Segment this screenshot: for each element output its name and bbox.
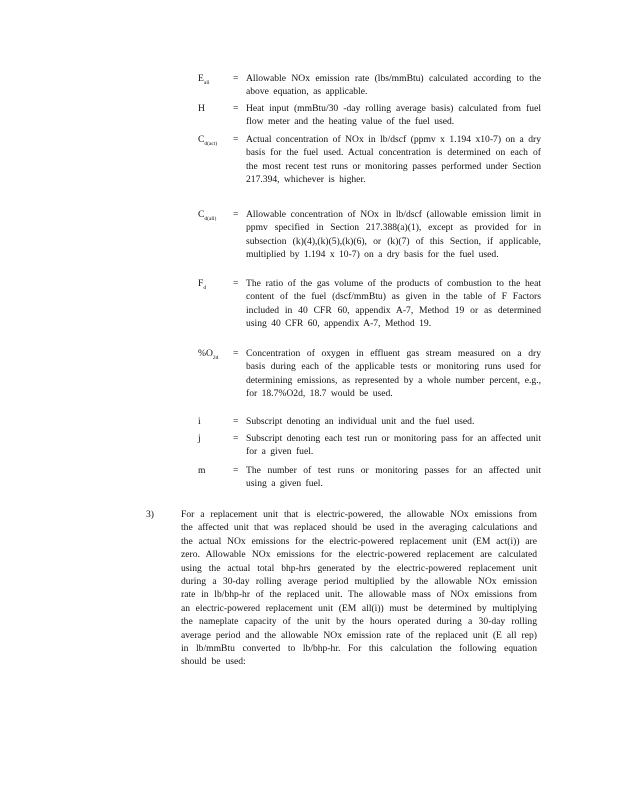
definition-text: Subscript denoting an individual unit and the fuel used.: [246, 416, 475, 427]
definition-symbol: $F_d$: [198, 278, 207, 291]
equals-sign: =: [233, 465, 239, 476]
definition-text: Heat input (mmBtu/30 -day rolling average basis) calculated from fuel flow meter and the heating value of the fuel used.: [246, 103, 541, 128]
definition-symbol: $\%O_{2d}$: [198, 348, 219, 361]
definition-text: Subscript denoting each test run or monitoring pass for an affected unit for a given fuel.: [246, 433, 541, 458]
definition-symbol: $C_{d(all)}$: [198, 209, 217, 222]
equals-sign: =: [233, 209, 239, 220]
equals-sign: =: [233, 416, 239, 427]
definition-symbol: $C_{d(act)}$: [198, 134, 218, 147]
definition-symbol: i: [198, 416, 201, 427]
definition-text: The number of test runs or monitoring passes for an affected unit using a given fuel.: [246, 465, 541, 490]
definition-symbol: $E_{all}$: [198, 73, 210, 86]
definition-text: Allowable NOx emission rate (lbs/mmBtu) calculated according to the above equation, as applicable.: [246, 73, 541, 98]
equals-sign: =: [233, 134, 239, 145]
item-number: 3): [146, 509, 154, 520]
equals-sign: =: [233, 278, 239, 289]
definition-text: Actual concentration of NOx in lb/dscf (ppmv x 1.194 x10-7) on a dry basis for the fuel used. Actual concentration is determined on each of the most recent test runs or monitoring passes performed under Section 217.394, whichever is higher.: [246, 134, 541, 186]
item-text: For a replacement unit that is electric-powered, the allowable NOx emissions from the affected unit that was replaced should be used in the averaging calculations and the actual NOx emissions for the electric-powered replacement unit (EM act(i)) are zero. Allowable NOx emissions for the electric-powered replacement are calculated using the actual total bhp-hrs generated by the electric-powered replacement unit during a 30-day rolling average period multiplied by the allowable NOx emission rate in lb/bhp-hr of the replaced unit. The allowable mass of NOx emissions from an electric-powered replacement unit (EM all(i)) must be determined by multiplying the nameplate capacity of the unit by the hours operated during a 30-day rolling average period and the allowable NOx emission rate of the replaced unit (E all rep) in lb/mmBtu converted to lb/bhp-hr. For this calculation the following equation should be used:: [181, 509, 537, 668]
definition-symbol: j: [198, 433, 201, 444]
definition-text: Concentration of oxygen in effluent gas stream measured on a dry basis during each of the applicable tests or monitoring runs used for determining emissions, as represented by a whole number percent, e.g., for 18.7%O2d, 18.7 would be used.: [246, 348, 541, 400]
equals-sign: =: [233, 103, 239, 114]
equals-sign: =: [233, 433, 239, 444]
definition-text: Allowable concentration of NOx in lb/dscf (allowable emission limit in ppmv specified in Section 217.388(a)(1), except as provided for in subsection (k)(4),(k)(5),(k)(6), or (k)(7) of this Section, if applicable, multiplied by 1.194 x 10-7) on a dry basis for the fuel used.: [246, 209, 541, 261]
definition-symbol: m: [198, 465, 206, 476]
definition-symbol: H: [198, 103, 205, 114]
definition-text: The ratio of the gas volume of the products of combustion to the heat content of the fuel (dscf/mmBtu) as given in the table of F Factors included in 40 CFR 60, appendix A-7, Method 19 or as determined using 40 CFR 60, appendix A-7, Method 19.: [246, 278, 541, 330]
equals-sign: =: [233, 348, 239, 359]
equals-sign: =: [233, 73, 239, 84]
